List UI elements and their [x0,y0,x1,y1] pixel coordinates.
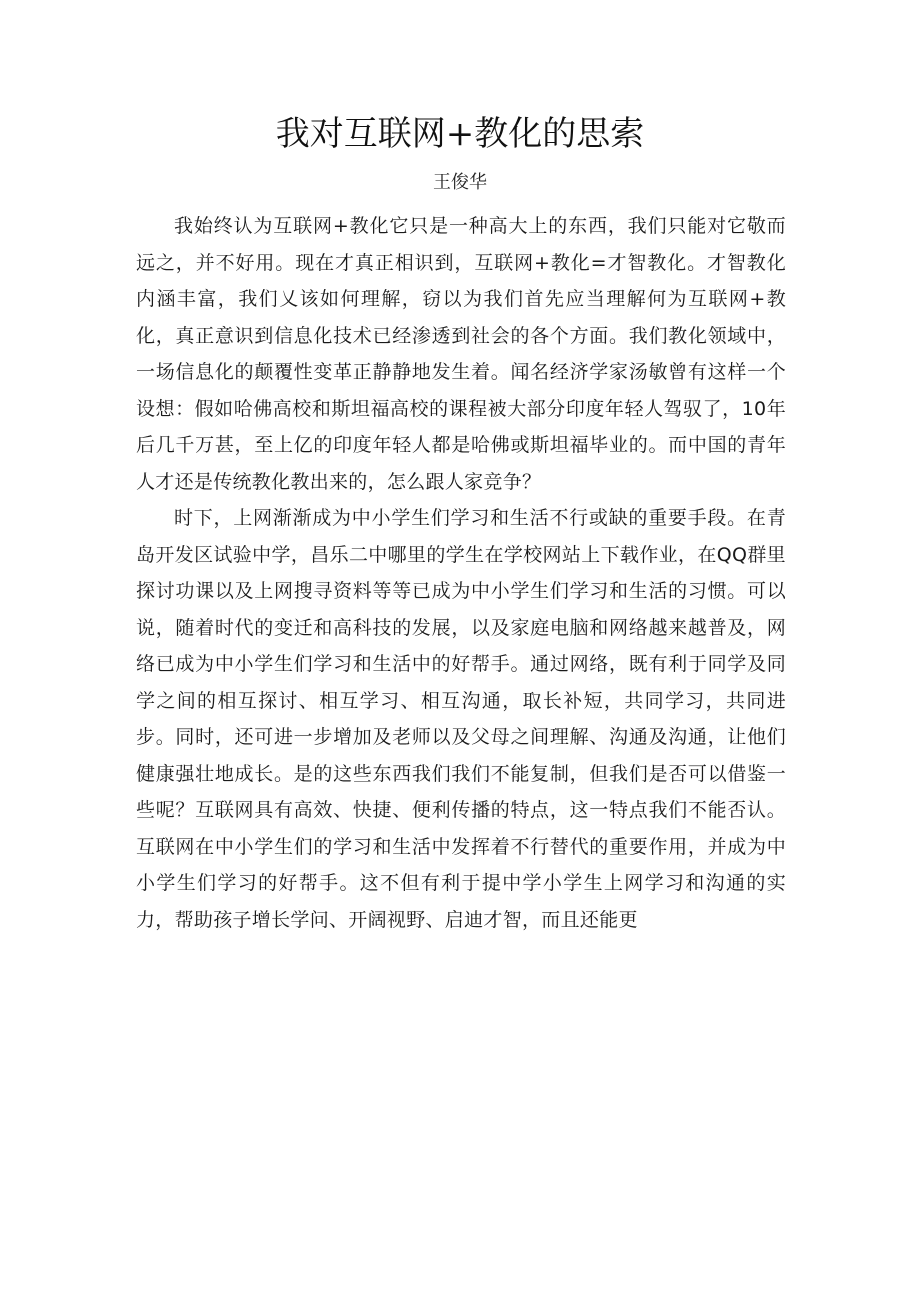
document-title: 我对互联网+教化的思索 [275,114,645,154]
paragraph-2: 时下，上网渐渐成为中小学生们学习和生活不行或缺的重要手段。在青岛开发区试验中学，昌乐二中哪里的学生在学校网站上下载作业，在QQ群里探讨功课以及上网搜寻资料等等已成为中小学生们学习和生活的习惯。可以说，随着时代的变迁和高科技的发展，以及家庭电脑和网络越来越普及，网络已成为中小学生们学习和生活中的好帮手。通过网络，既有利于同学及同学之间的相互探讨、相互学习、相互沟通，取长补短，共同学习，共同进步。同时，还可进一步增加及老师以及父母之间理解、沟通及沟通，让他们健康强壮地成长。是的这些东西我们我们不能复制，但我们是否可以借鉴一些呢？互联网具有高效、快捷、便利传播的特点，这一特点我们不能否认。互联网在中小学生们的学习和生活中发挥着不行替代的重要作用，并成为中小学生们学习的好帮手。这不但有利于提中学小学生上网学习和沟通的实力，帮助孩子增长学问、开阔视野、启迪才智，而且还能更 [136,507,786,931]
document-author: 王俊华 [433,172,487,193]
document-body [136,208,786,938]
paragraph-1: 我始终认为互联网+教化它只是一种高大上的东西，我们只能对它敬而远之，并不好用。现在才真正相识到，互联网+教化=才智教化。才智教化内涵丰富，我们乂该如何理解，窃以为我们首先应当理解何为互联网+教化，真正意识到信息化技术已经渗透到社会的各个方面。我们教化领域中，一场信息化的颠覆性变革正静静地发生着。闻名经济学家汤敏曾有这样一个设想：假如哈佛高校和斯坦福高校的课程被大部分印度年轻人驾驭了，10年后几千万甚，至上亿的印度年轻人都是哈佛或斯坦福毕业的。而中国的青年人才还是传统教化教出来的，怎么跟人家竞争？ [136,215,786,493]
